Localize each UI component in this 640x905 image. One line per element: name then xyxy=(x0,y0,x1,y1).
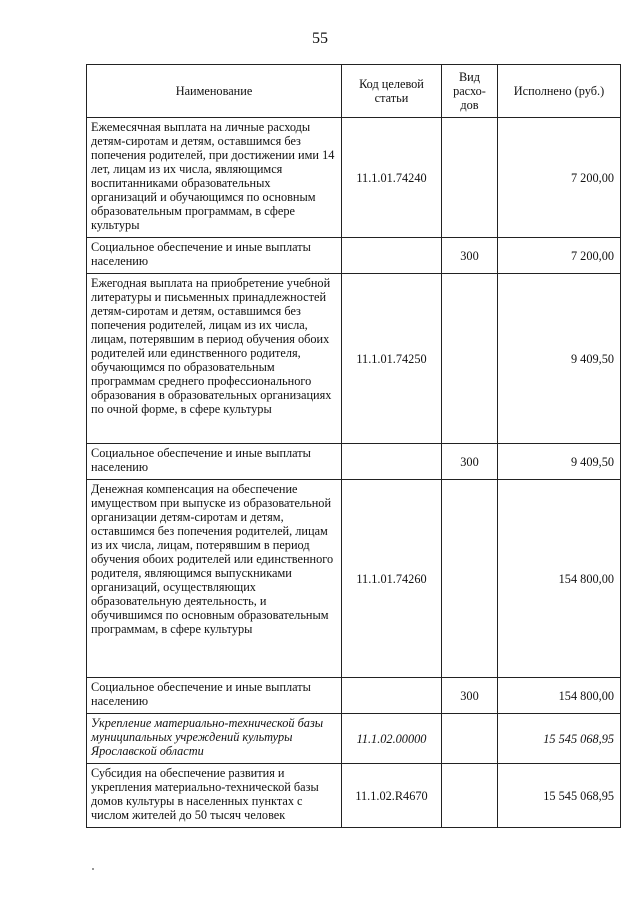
row-type xyxy=(442,764,498,828)
row-name: Денежная компенсация на обеспечение имуществом при выпуске из образовательной организации детям-сиротам и детям, оставшимся без попечения родителей, лицам из их числа, лицам, потерявшим в период обучения обоих родителей или единственного родителя, являющимся выпускниками организаций, осуществляющих образовательную деятельность, и обучившимся по основным образовательным программам, в сфере культуры xyxy=(87,480,342,678)
table-row xyxy=(87,714,621,764)
row-code: 11.1.01.74240 xyxy=(342,118,442,238)
row-amount: 9 409,50 xyxy=(498,444,621,480)
row-name: Социальное обеспечение и иные выплаты населению xyxy=(87,444,342,480)
row-name: Ежемесячная выплата на личные расходы детям-сиротам и детям, оставшимся без попечения родителей, при достижении ими 14 лет, лицам из их числа, являющимся воспитанниками образовательных организаций и обучающимся по основным образовательным программам, в сфере культуры xyxy=(87,118,342,238)
header-name: Наименование xyxy=(87,65,342,118)
row-name: Субсидия на обеспечение развития и укрепления материально-технической базы домов культуры в населенных пунктах с числом жителей до 50 тысяч человек xyxy=(87,764,342,828)
table-row xyxy=(87,118,621,238)
table-row xyxy=(87,764,621,828)
row-name: Ежегодная выплата на приобретение учебной литературы и письменных принадлежностей детям-сиротам и детям, оставшимся без попечения родителей, лицам из их числа, лицам, потерявшим в период обучения обоих родителей или единственного родителя, обучающимся по образовательным программам среднего профессионального образования в образовательных организациях по очной форме, в сфере культуры xyxy=(87,274,342,444)
row-amount: 7 200,00 xyxy=(498,118,621,238)
table-row xyxy=(87,444,621,480)
row-code xyxy=(342,678,442,714)
row-amount: 154 800,00 xyxy=(498,480,621,678)
header-type: Вид расхо-дов xyxy=(442,65,498,118)
page-number: 55 xyxy=(312,30,328,47)
row-code: 11.1.01.74260 xyxy=(342,480,442,678)
expenditure-table xyxy=(86,64,621,828)
table-row xyxy=(87,274,621,444)
row-amount: 7 200,00 xyxy=(498,238,621,274)
row-type: 300 xyxy=(442,678,498,714)
row-code xyxy=(342,444,442,480)
row-type xyxy=(442,118,498,238)
table-row xyxy=(87,678,621,714)
row-name: Социальное обеспечение и иные выплаты населению xyxy=(87,238,342,274)
row-amount: 9 409,50 xyxy=(498,274,621,444)
row-type: 300 xyxy=(442,444,498,480)
row-name: Укрепление материально-технической базы муниципальных учреждений культуры Ярославской области xyxy=(87,714,342,764)
row-type xyxy=(442,714,498,764)
row-code: 11.1.02.00000 xyxy=(342,714,442,764)
row-type: 300 xyxy=(442,238,498,274)
row-type xyxy=(442,274,498,444)
row-type xyxy=(442,480,498,678)
row-amount: 154 800,00 xyxy=(498,678,621,714)
row-code xyxy=(342,238,442,274)
table-header xyxy=(87,65,621,118)
scan-speck xyxy=(92,868,94,870)
header-code: Код целевой статьи xyxy=(342,65,442,118)
row-amount: 15 545 068,95 xyxy=(498,714,621,764)
row-amount: 15 545 068,95 xyxy=(498,764,621,828)
header-amount: Исполнено (руб.) xyxy=(498,65,621,118)
row-code: 11.1.02.R4670 xyxy=(342,764,442,828)
table-row xyxy=(87,238,621,274)
row-code: 11.1.01.74250 xyxy=(342,274,442,444)
table-row xyxy=(87,480,621,678)
row-name: Социальное обеспечение и иные выплаты населению xyxy=(87,678,342,714)
